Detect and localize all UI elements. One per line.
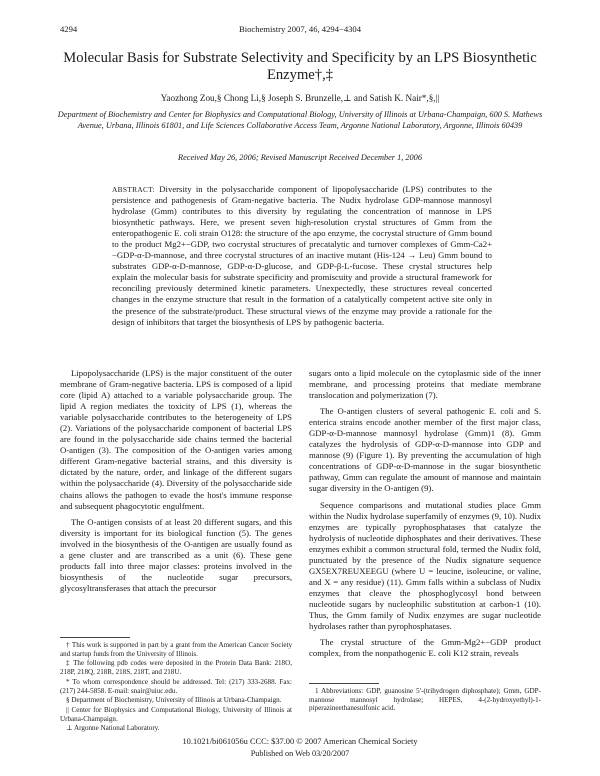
publication-date: Published on Web 03/20/2007 <box>250 749 350 758</box>
author-list: Yaozhong Zou,§ Chong Li,§ Joseph S. Brunzelle,⊥ and Satish K. Nair*,§,|| <box>160 93 440 103</box>
abstract <box>112 184 492 328</box>
body-column-right <box>309 368 541 664</box>
running-header: Biochemistry 2007, 46, 4294−4304 <box>238 24 362 34</box>
footnote: ⊥ Argonne National Laboratory. <box>66 724 160 733</box>
footnote: § Department of Biochemistry, University of Illinois at Urbana-Champaign. <box>66 696 282 705</box>
affiliation: Department of Biochemistry and Center for Biophysics and Computational Biology, University of Illinois at Urbana-Champaign, 600 S. Mathews Avenue, Urbana, Illinois 61801, and Life Sciences Collaborative Access Team, Argonne National Laboratory, Argonne, Illinois 60439 <box>57 110 543 130</box>
paragraph: sugars onto a lipid molecule on the cytoplasmic side of the inner membrane, and processing proteins that mediate membrane translocation and polymerization (7). <box>309 368 541 401</box>
paragraph: The crystal structure of the Gmm-Mg2+−GDP product complex, from the nonpathogenic E. coli K12 strain, reveals <box>309 637 541 659</box>
page-number: 4294 <box>60 24 78 34</box>
footnote-rule <box>309 683 379 684</box>
footnote: 1 Abbreviations: GDP, guanosine 5′-(trihydrogen diphosphate); Gmm, GDP-mannose mannosyl hydrolase; HEPES, 4-(2-hydroxyethyl)-1-piperazineethanesulfonic acid. <box>309 687 541 713</box>
abstract-text: Diversity in the polysaccharide component of lipopolysaccharide (LPS) contributes to the persistence and pathogenesis of Gram-negative bacteria. The Nudix hydrolase GDP-mannose mannosyl hydrolase (Gmm) contributes to this diversity by regulating the concentration of mannose in LPS biosynthetic pathways. Here, we present seven high-resolution crystal structures of Gmm from the enteropathogenic E. coli strain O128: the structure of the apo enzyme, the cocrystal structure of Gmm bound to the product Mg2+−GDP, two cocrystal structures of precatalytic and turnover complexes of Gmm-Ca2+−GDP-α-D-mannose, and three cocrystal structures of an inactive mutant (His-124 → Leu) Gmm bound to substrates GDP-α-D-mannose, GDP-α-D-glucose, and GDP-β-L-fucose. These crystal structures help explain the molecular basis for substrate specificity and promiscuity and provide a structural framework for reconciling previously determined kinetic parameters. Unexpectedly, these structures reveal concerted changes in the enzyme structure that result in the formation of a catalytically competent active site only in the presence of the substrate/product. These structural views of the enzyme may provide a rationale for the design of inhibitors that target the biosynthesis of LPS by pathogenic bacteria. <box>112 184 493 327</box>
received-dates: Received May 26, 2006; Revised Manuscript Received December 1, 2006 <box>178 153 422 162</box>
footnote: † This work is supported in part by a grant from the American Cancer Society and startup funds from the University of Illinois. <box>60 641 292 658</box>
footnotes-left <box>60 641 292 734</box>
footnotes-right <box>309 687 541 714</box>
doi-copyright: 10.1021/bi061056u CCC: $37.00 © 2007 American Chemical Society <box>182 737 418 746</box>
paragraph: The O-antigen consists of at least 20 different sugars, and this diversity is important for its biological function (5). The genes involved in the biosynthesis of the O-antigen are usually found as a gene cluster and are transcribed as a unit (6). These gene products fall into three major classes: proteins involved in the biosynthesis of the nucleotide sugar precursors, glycosyltransferases that attach the precursor <box>60 516 292 593</box>
footnote: ‡ The following pdb codes were deposited in the Protein Data Bank: 218O, 218P, 218Q, 218R, 218S, 218T, and 218U. <box>60 659 292 677</box>
footnote: * To whom correspondence should be addressed. Tel: (217) 333-2688. Fax: (217) 244-5858. E-mail: snair@uiuc.edu. <box>60 677 292 695</box>
footnote-rule <box>60 637 130 638</box>
body-column-left <box>60 368 292 599</box>
abstract-label: ABSTRACT: <box>112 185 155 194</box>
article-title: Molecular Basis for Substrate Selectivity and Specificity by an LPS Biosynthetic Enzyme†,‡ <box>63 50 537 83</box>
paragraph: Lipopolysaccharide (LPS) is the major constituent of the outer membrane of Gram-negative bacteria. LPS is composed of a lipid core (lipid A) attached to a variable polysaccharide group. The lipid A region mediates the toxicity of LPS (1), whereas the variable polysaccharide contributes to the heterogeneity of LPS (2). Variations of the polysaccharide component of bacterial LPS are found in the polysaccharide side chains termed the bacterial O-antigen (3). The composition of the O-antigen varies among different Gram-negative bacterial strains, and this diversity is dictated by the nature, order, and linkage of the different sugars within the polysaccharide (4). Diversity of the polysaccharide side chains allows the pathogen to evade the host's immune response and subsequent phagocytotic engulfment. <box>60 368 292 511</box>
paragraph: The O-antigen clusters of several pathogenic E. coli and S. enterica strains encode another member of the first major class, GDP-α-D-mannose mannosyl hydrolase (Gmm)1 (8). Gmm catalyzes the hydrolysis of GDP-α-D-mannose into GDP and mannose (9) (Figure 1). By preventing the accumulation of high concentrations of GDP-α-D-mannose in the sugar biosynthetic pathway, Gmm can regulate the amount of mannose and maintain sugar diversity in the O-antigen (9). <box>309 406 541 494</box>
paragraph: Sequence comparisons and mutational studies place Gmm within the Nudix hydrolase superfamily of enzymes (9, 10). Nudix enzymes are typically pyrophosphatases that catalyze the hydrolysis of nucleotide diphosphates and their derivatives. These enzymes exhibit a common structural fold, termed the Nudix fold, punctuated by the presence of the Nudix signature sequence GX5EX7REUXEEGU (where U = leucine, isoleucine, or valine, and X = any residue) (11). Gmm falls within a subclass of Nudix enzymes that cleave the phosphoglycosyl bond between nucleotide sugars by nucleophilic substitution at carbon-1 (10). Thus, the Gmm family of Nudix enzymes are sugar nucleotide hydrolases rather than pyrophosphatases. <box>309 499 541 632</box>
footnote: || Center for Biophysics and Computational Biology, University of Illinois at Urbana-Champaign. <box>60 705 292 723</box>
